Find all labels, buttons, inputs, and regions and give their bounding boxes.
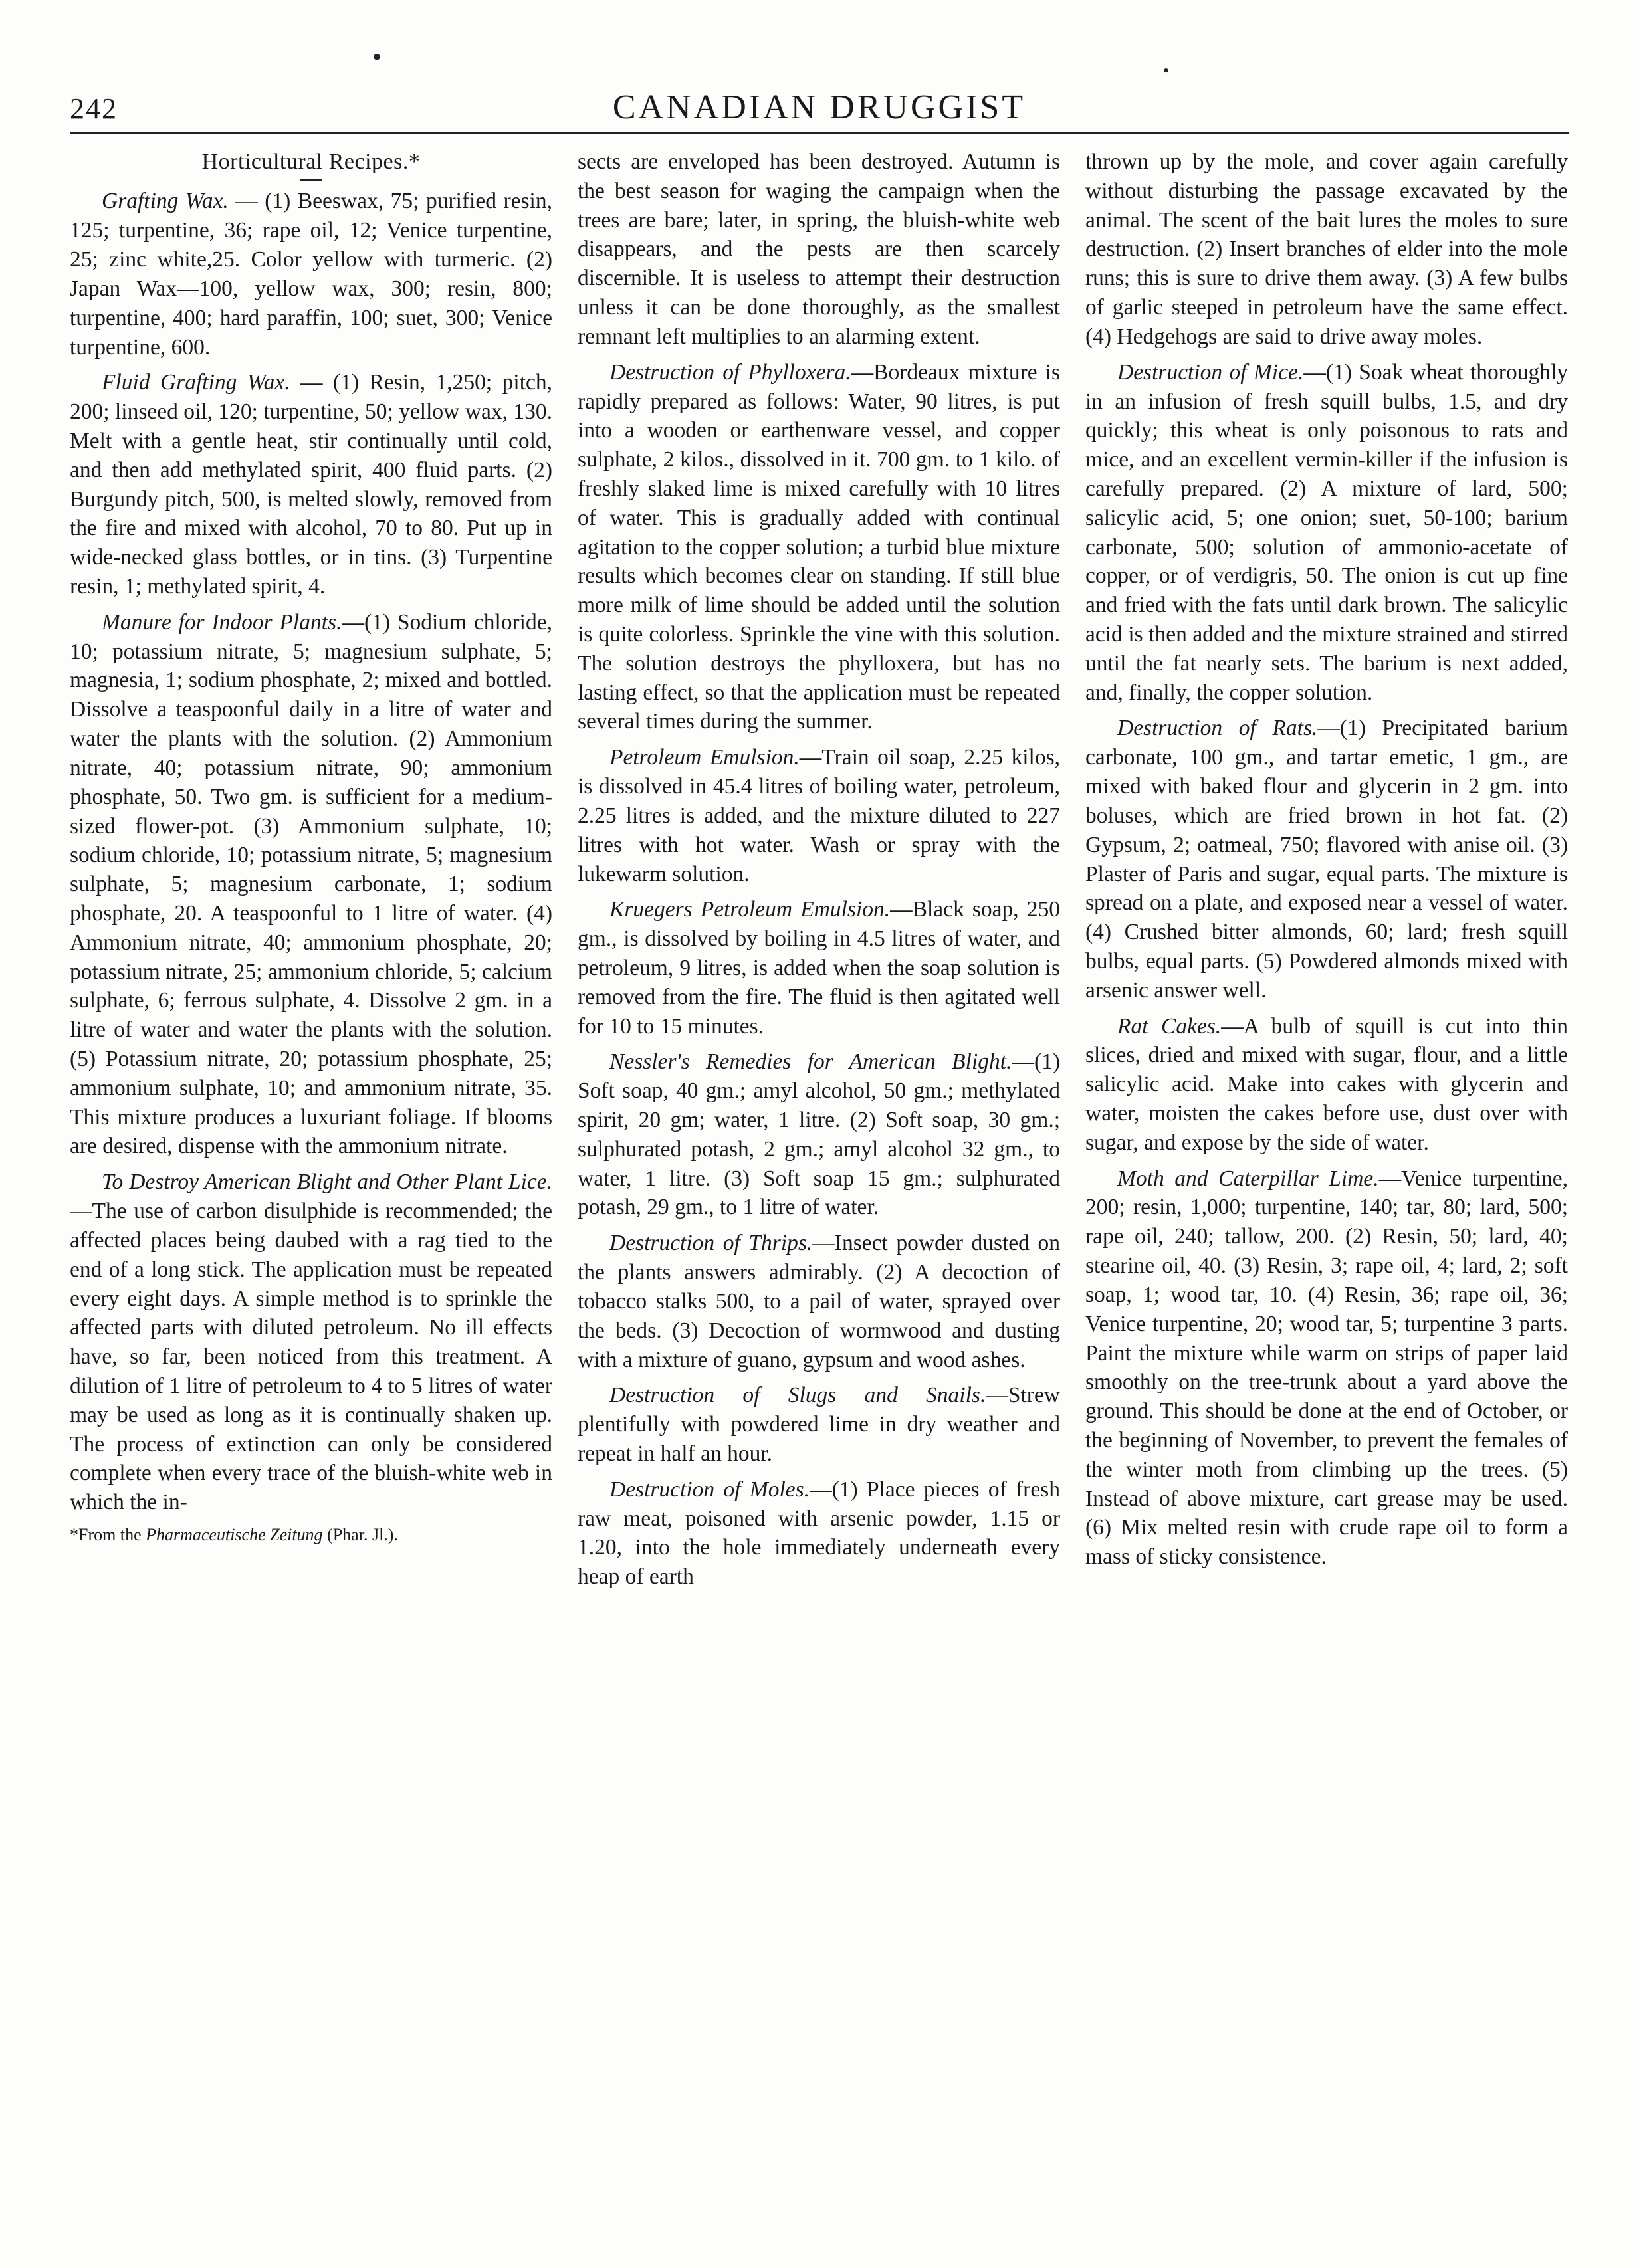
recipe-kruegers-emulsion [578,895,1060,1041]
recipe-moles [578,1475,1060,1592]
column-3 [1085,148,1568,2227]
recipe-text: —Black soap, 250 gm., is dissolved by boiling in 4.5 litres of water, and petroleum, 9 litres, is added when the soap solution is removed from the fire. The fluid is then agitated well for 10 to 15 minutes. [578,897,1060,1039]
recipe-slugs-snails [578,1381,1060,1468]
recipe-text: —(1) Soak wheat thoroughly in an infusion of fresh squill bulbs, 1.5, and dry quickly; this wheat is only poisonous to rats and mice, and an excellent vermin-killer if the infusion is carefully prepared. (2) A mixture of lard, 500; salicylic acid, 5; one onion; suet, 50-100; barium carbonate, 500; solution of ammonio-acetate of copper, or of verdigris, 50. The onion is cut up fine and fried with the fats until dark brown. The salicylic acid is then added and the mixture strained and stirred until the fat nearly sets. The barium is next added, and, finally, the copper solution. [1085,360,1568,705]
recipe-grafting-wax [70,187,552,361]
recipe-text: —Bordeaux mixture is rapidly prepared as follows: Water, 90 litres, is put into a wooden or earthenware vessel, and copper sulphate, 2 kilos., dissolved in it. 700 gm. to 1 kilo. of freshly slaked lime is mixed carefully with 10 litres of water. This is gradually added with continual agitation to the copper solution; a turbid blue mixture results which becomes clear on standing. If still blue more milk of lime should be added until the solution is quite colorless. Sprinkle the vine with this solution. The solution destroys the phylloxera, but has no lasting effect, so that the application must be repeated several times during the summer. [578,360,1060,734]
recipe-title: Fluid Grafting Wax. [102,370,290,395]
recipe-nesslers-remedies [578,1047,1060,1222]
recipe-title: Nessler's Remedies for American Blight. [609,1049,1012,1075]
recipe-title: Destruction of Rats. [1117,716,1318,741]
recipe-text: —Train oil soap, 2.25 kilos, is dissolved in 45.4 litres of boiling water, petroleum, 2.25 litres is added, and the mixture diluted to 227 litres with hot water. Wash or spray with the lukewarm solution. [578,745,1060,886]
running-header [70,85,1569,132]
footnote-source: Pharmaceutische Zeitung [146,1525,323,1545]
recipe-title: Rat Cakes. [1117,1013,1222,1039]
recipe-thrips [578,1229,1060,1374]
recipe-rats [1085,714,1568,1005]
recipe-american-blight [70,1168,552,1517]
header-rule [70,132,1569,134]
print-speck: • [372,42,382,72]
recipe-text: —Insect powder dusted on the plants answers admirably. (2) A decoction of tobacco stalks 500, to a pail of water, sprayed over the beds. (3) Decoction of wormwood and dusting with a mixture of guano, gypsum and wood ashes. [578,1231,1060,1372]
footnote-suffix: (Phar. Jl.). [322,1525,398,1545]
column-1 [70,148,552,2227]
print-speck: • [1163,61,1170,80]
recipe-moth-caterpillar-lime [1085,1164,1568,1572]
heading-rule [300,179,322,181]
recipe-title: Petroleum Emulsion. [609,745,800,770]
recipe-title: Destruction of Phylloxera. [609,360,851,385]
recipe-text: —Strew plentifully with powdered lime in dry weather and repeat in half an hour. [578,1383,1060,1466]
recipe-fluid-grafting-wax [70,368,552,601]
page-number: 242 [70,92,118,125]
recipe-title: Destruction of Mice. [1117,360,1304,385]
footnote-prefix: *From the [70,1525,146,1545]
article-columns [70,148,1569,2227]
recipe-title: To Destroy American Blight and Other Plant Lice. [102,1170,552,1195]
recipe-mice [1085,358,1568,708]
column-2 [578,148,1060,2227]
recipe-text: —(1) Place pieces of fresh raw meat, poisoned with arsenic powder, 1.15 or 1.20, into the hole immediately underneath every heap of earth [578,1477,1060,1590]
recipe-manure-indoor-plants [70,608,552,1161]
recipe-text: — (1) Resin, 1,250; pitch, 200; linseed oil, 120; turpentine, 50; yellow wax, 130. Melt with a gentle heat, stir continually until cold, and then add methylated spirit, 400 fluid parts. (2) Burgundy pitch, 500, is melted slowly, removed from the fire and mixed with alcohol, 70 to 80. Put up in wide-necked glass bottles, or in tins. (3) Turpentine resin, 1; methylated spirit, 4. [70,370,552,599]
footnote [70,1524,552,1546]
recipe-text: —(1) Soft soap, 40 gm.; amyl alcohol, 50 gm.; methylated spirit, 20 gm; water, 1 litre. (2) Soft soap, 30 gm.; sulphurated potash, 2 gm.; amyl alcohol 32 gm., to water, 1 litre. (3) Soft soap 15 gm.; sulphurated potash, 29 gm., to 1 litre of water. [578,1049,1060,1220]
recipe-text: —(1) Precipitated barium carbonate, 100 gm., and tartar emetic, 1 gm., are mixed with baked flour and glycerin in 2 gm. into boluses, which are fried brown in hot fat. (2) Gypsum, 2; oatmeal, 750; flavored with anise oil. (3) Plaster of Paris and sugar, equal parts. The mixture is spread on a plate, and exposed near a vessel of water. (4) Crushed bitter almonds, 60; lard; fresh squill bulbs, equal parts. (5) Powdered almonds mixed with arsenic answer well. [1085,716,1568,1003]
recipe-title: Kruegers Petroleum Emulsion. [609,897,891,922]
recipe-text: —A bulb of squill is cut into thin slices, dried and mixed with sugar, flour, and a little salicylic acid. Make into cakes with glycerin and water, moisten the cakes before use, dust over with sugar, and expose by the side of water. [1085,1013,1568,1155]
recipe-text: —Venice turpentine, 200; resin, 1,000; turpentine, 140; tar, 80; lard, 500; rape oil, 240; tallow, 200. (2) Resin, 50; lard, 40; stearine oil, 40. (3) Resin, 3; rape oil, 4; lard, 2; soft soap, 1; wood tar, 10. (4) Resin, 36; rape oil, 36; Venice turpentine, 20; wood tar, 5; turpentine 3 parts. Paint the mixture while warm on strips of paper laid smoothly on the tree-trunk about a yard above the ground. This should be done at the end of October, or the beginning of November, to prevent the females of the winter moth from climbing up the trees. (5) Instead of above mixture, cart grease may be used. (6) Mix melted resin with crude rape oil to form a mass of sticky consistence. [1085,1166,1568,1570]
recipe-title: Moth and Caterpillar Lime. [1117,1166,1379,1191]
continued-paragraph: sects are enveloped has been destroyed. Autumn is the best season for waging the campaign when the trees are bare; later, in spring, the bluish-white web disappears, and the pests are then scarcely discernible. It is useless to attempt their destruction unless it can be done thoroughly, as the smallest remnant left multiplies to an alarming extent. [578,150,1060,349]
recipe-title: Destruction of Slugs and Snails. [609,1383,986,1408]
recipe-phylloxera [578,358,1060,737]
recipe-title: Destruction of Thrips. [609,1231,813,1256]
recipe-petroleum-emulsion [578,743,1060,888]
section-heading: Horticultural Recipes.* [201,150,421,174]
recipe-text: —The use of carbon disulphide is recommended; the affected places being daubed with a rag tied to the end of a long stick. The application must be repeated every eight days. A simple method is to sprinkle the affected parts with diluted petroleum. No ill effects have, so far, been noticed from this treatment. A dilution of 1 litre of petroleum to 4 to 5 litres of water may be used as long as it is continually shaken up. The process of extinction can only be considered complete when every trace of the bluish-white web in which the in- [70,1199,552,1515]
recipe-text: — (1) Beeswax, 75; purified resin, 125; turpentine, 36; rape oil, 12; Venice turpentine, 25; zinc white,25. Color yellow with turmeric. (2) Japan Wax—100, yellow wax, 300; resin, 800; turpentine, 400; hard paraffin, 100; suet, 300; Venice turpentine, 600. [70,189,552,360]
continued-paragraph: thrown up by the mole, and cover again carefully without disturbing the passage excavated by the animal. The scent of the bait lures the moles to sure destruction. (2) Insert branches of elder into the mole runs; this is sure to drive them away. (3) A few bulbs of garlic steeped in petroleum have the same effect. (4) Hedgehogs are said to drive away moles. [1085,150,1568,349]
recipe-title: Destruction of Moles. [609,1477,810,1502]
recipe-rat-cakes [1085,1012,1568,1158]
journal-title: CANADIAN DRUGGIST [612,88,1026,126]
recipe-text: —(1) Sodium chloride, 10; potassium nitrate, 5; magnesium sulphate, 5; magnesia, 1; sodium phosphate, 2; mixed and bottled. Dissolve a teaspoonful daily in a litre of water and water the plants with the solution. (2) Ammonium nitrate, 40; potassium nitrate, 90; ammonium phosphate, 50. Two gm. is sufficient for a medium-sized flower-pot. (3) Ammonium sulphate, 10; sodium chloride, 10; potassium nitrate, 5; magnesium sulphate, 5; magnesium carbonate, 1; sodium phosphate, 20. A teaspoonful to 1 litre of water. (4) Ammonium nitrate, 40; ammonium phosphate, 20; potassium nitrate, 25; ammonium chloride, 5; calcium sulphate, 6; ferrous sulphate, 4. Dissolve 2 gm. in a litre of water and water the plants with the solution. (5) Potassium nitrate, 20; potassium phosphate, 25; ammonium sulphate, 10; and ammonium nitrate, 35. This mixture produces a luxuriant foliage. If blooms are desired, dispense with the ammonium nitrate. [70,609,552,1159]
recipe-title: Grafting Wax. [102,189,229,214]
recipe-title: Manure for Indoor Plants. [102,609,342,635]
